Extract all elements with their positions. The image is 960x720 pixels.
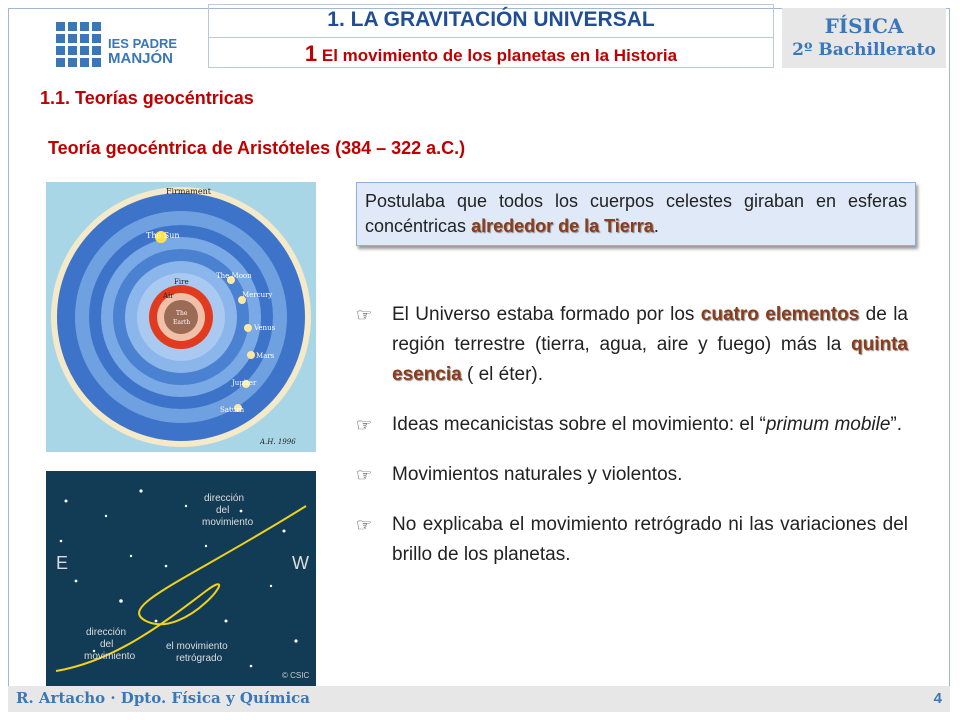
- badge-subject: FÍSICA: [824, 14, 904, 38]
- fire-label: Fire: [174, 278, 189, 286]
- earth-label-2: Earth: [173, 319, 191, 326]
- dir-top-3: movimiento: [202, 517, 254, 528]
- section-heading: [40, 88, 254, 109]
- section-number: 1.1.: [40, 88, 71, 108]
- lesson-title-text: El movimiento de los planetas en la Historia: [321, 46, 678, 65]
- sun-label: The Sun: [146, 231, 180, 240]
- logo-line2: MANJÓN: [108, 50, 174, 67]
- subsection-heading: Teoría geocéntrica de Aristóteles (384 – 322 a.C.): [48, 138, 466, 158]
- earth-label-1: The: [176, 310, 188, 317]
- geocentric-model-image: [46, 182, 316, 452]
- retro-label-1: el movimiento: [166, 641, 228, 652]
- callout-box: [356, 182, 916, 246]
- lesson-title: [209, 39, 773, 69]
- logo-line1: IES PADRE: [108, 36, 178, 51]
- dir-top-2: del: [216, 505, 230, 516]
- school-logo: [8, 8, 206, 70]
- air-label: Air: [163, 292, 174, 300]
- moon-label: The Moon: [216, 272, 252, 280]
- dir-top-1: dirección: [204, 493, 245, 504]
- dir-bottom-3: movimiento: [84, 651, 136, 662]
- logo-grid-icon: [56, 22, 102, 68]
- footer-bar: [8, 686, 950, 712]
- bullet-item: ☞ El Universo estaba formado por los cuatro elementos de la región terrestre (tierra, agua, aire y fuego) más la quinta esencia ( el éter).: [356, 300, 908, 390]
- lesson-number: 1: [304, 41, 318, 66]
- saturn-label: Saturn: [220, 406, 245, 414]
- diagram2-credit: © CSIC: [282, 671, 310, 680]
- callout-text: Postulaba que todos los cuerpos celestes giraban en esferas concéntricas: [365, 191, 907, 236]
- pointing-hand-icon: ☞: [356, 305, 373, 325]
- bullet-item: ☞ Ideas mecanicistas sobre el movimiento: el “primum mobile”.: [356, 410, 908, 440]
- bullet-item: ☞ Movimientos naturales y violentos.: [356, 460, 908, 490]
- retrograde-motion-image: [46, 471, 316, 686]
- bullet-item: ☞ No explicaba el movimiento retrógrado ni las variaciones del brillo de los planetas.: [356, 510, 908, 570]
- badge-level: 2º Bachillerato: [792, 40, 936, 60]
- west-label: W: [292, 553, 309, 573]
- mars-label: Mars: [256, 352, 275, 360]
- mercury-label: Mercury: [242, 291, 273, 299]
- pointing-hand-icon: ☞: [356, 465, 373, 485]
- jupiter-label: Jupiter: [232, 379, 257, 387]
- section-title: Teorías geocéntricas: [75, 88, 254, 108]
- page-number: 4: [933, 690, 942, 707]
- bullet-list: [356, 300, 908, 590]
- footer-author: R. Artacho · Dpto. Física y Química: [16, 689, 311, 707]
- pointing-hand-icon: ☞: [356, 415, 373, 435]
- dir-bottom-1: dirección: [86, 627, 127, 638]
- firmament-label: Firmament: [166, 187, 211, 196]
- retro-label-2: retrógrado: [176, 653, 223, 664]
- title-divider: [209, 37, 773, 38]
- course-badge: [782, 8, 946, 68]
- diagram1-credit: A.H. 1996: [260, 438, 296, 446]
- pointing-hand-icon: ☞: [356, 515, 373, 535]
- callout-bold: alrededor de la Tierra: [471, 216, 654, 236]
- unit-title: 1. LA GRAVITACIÓN UNIVERSAL: [327, 8, 655, 31]
- logo-text: [108, 36, 177, 66]
- east-label: E: [56, 553, 69, 573]
- callout-end: .: [653, 216, 659, 236]
- title-box: [208, 4, 774, 68]
- dir-bottom-2: del: [100, 639, 114, 650]
- venus-label: Venus: [254, 324, 276, 332]
